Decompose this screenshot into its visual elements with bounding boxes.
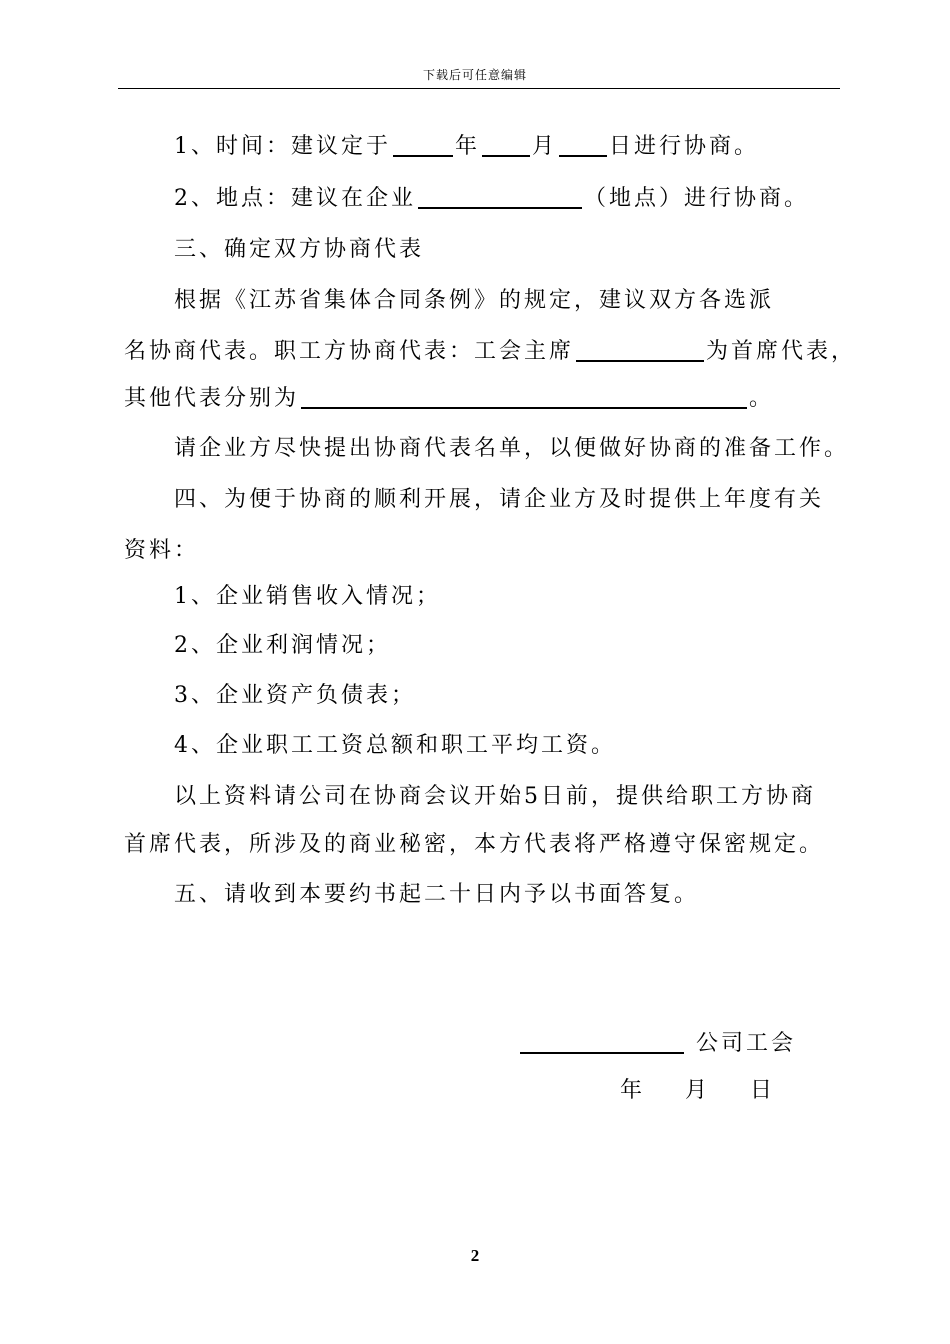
- line-other-reps: [124, 384, 774, 414]
- paragraph-line: 根据《江苏省集体合同条例》的规定，建议双方各选派: [174, 288, 775, 313]
- chief-rep-blank: [576, 338, 704, 362]
- section-five-heading: 五、请收到本要约书起二十日内予以书面答复。: [174, 882, 700, 907]
- day-text: 日进行协商。: [609, 134, 760, 159]
- signature-blank: [520, 1030, 684, 1054]
- other-reps-label: 其他代表分别为: [124, 386, 300, 411]
- header-note: 下载后可任意编辑: [422, 68, 527, 82]
- chief-rep-suffix: 为首席代表，: [706, 339, 857, 364]
- other-reps-blank: [301, 385, 747, 409]
- time-label: 1、时间：建议定于: [174, 134, 391, 159]
- paragraph-line: 资料：: [124, 538, 200, 563]
- line-chief-rep: [124, 337, 856, 367]
- date-year: 年: [620, 1078, 646, 1103]
- place-label: 2、地点：建议在企业: [174, 186, 416, 211]
- section-four-heading: 四、为便于协商的顺利开展，请企业方及时提供上年度有关: [174, 487, 825, 512]
- chief-rep-label: 名协商代表。职工方协商代表：工会主席: [124, 339, 575, 364]
- list-item: 2、企业利润情况；: [174, 633, 391, 658]
- other-reps-suffix: 。: [749, 386, 775, 411]
- list-item: 1、企业销售收入情况；: [174, 584, 441, 609]
- paragraph-line: 首席代表，所涉及的商业秘密，本方代表将严格遵守保密规定。: [124, 832, 825, 857]
- year-text: 年: [455, 134, 481, 159]
- month-blank: [482, 133, 530, 157]
- line-place: [174, 184, 809, 214]
- date-day: 日: [750, 1078, 776, 1103]
- signature-org: 公司工会: [696, 1031, 797, 1056]
- line-time: [174, 132, 759, 162]
- section-three-heading: 三、确定双方协商代表: [174, 237, 425, 262]
- place-suffix: （地点）进行协商。: [584, 186, 810, 211]
- day-blank: [559, 133, 607, 157]
- place-blank: [418, 185, 582, 209]
- paragraph-line: 请企业方尽快提出协商代表名单，以便做好协商的准备工作。: [174, 436, 850, 461]
- page-number: 2: [470, 1246, 480, 1265]
- paragraph-line: 以上资料请公司在协商会议开始5日前，提供给职工方协商: [174, 784, 816, 809]
- signature-line: [518, 1029, 796, 1059]
- date-month: 月: [685, 1078, 711, 1103]
- month-text: 月: [532, 134, 558, 159]
- header-divider: [118, 88, 840, 89]
- signature-date: [620, 1076, 775, 1106]
- list-item: 3、企业资产负债表；: [174, 683, 416, 708]
- year-blank: [393, 133, 453, 157]
- list-item: 4、企业职工工资总额和职工平均工资。: [174, 733, 616, 758]
